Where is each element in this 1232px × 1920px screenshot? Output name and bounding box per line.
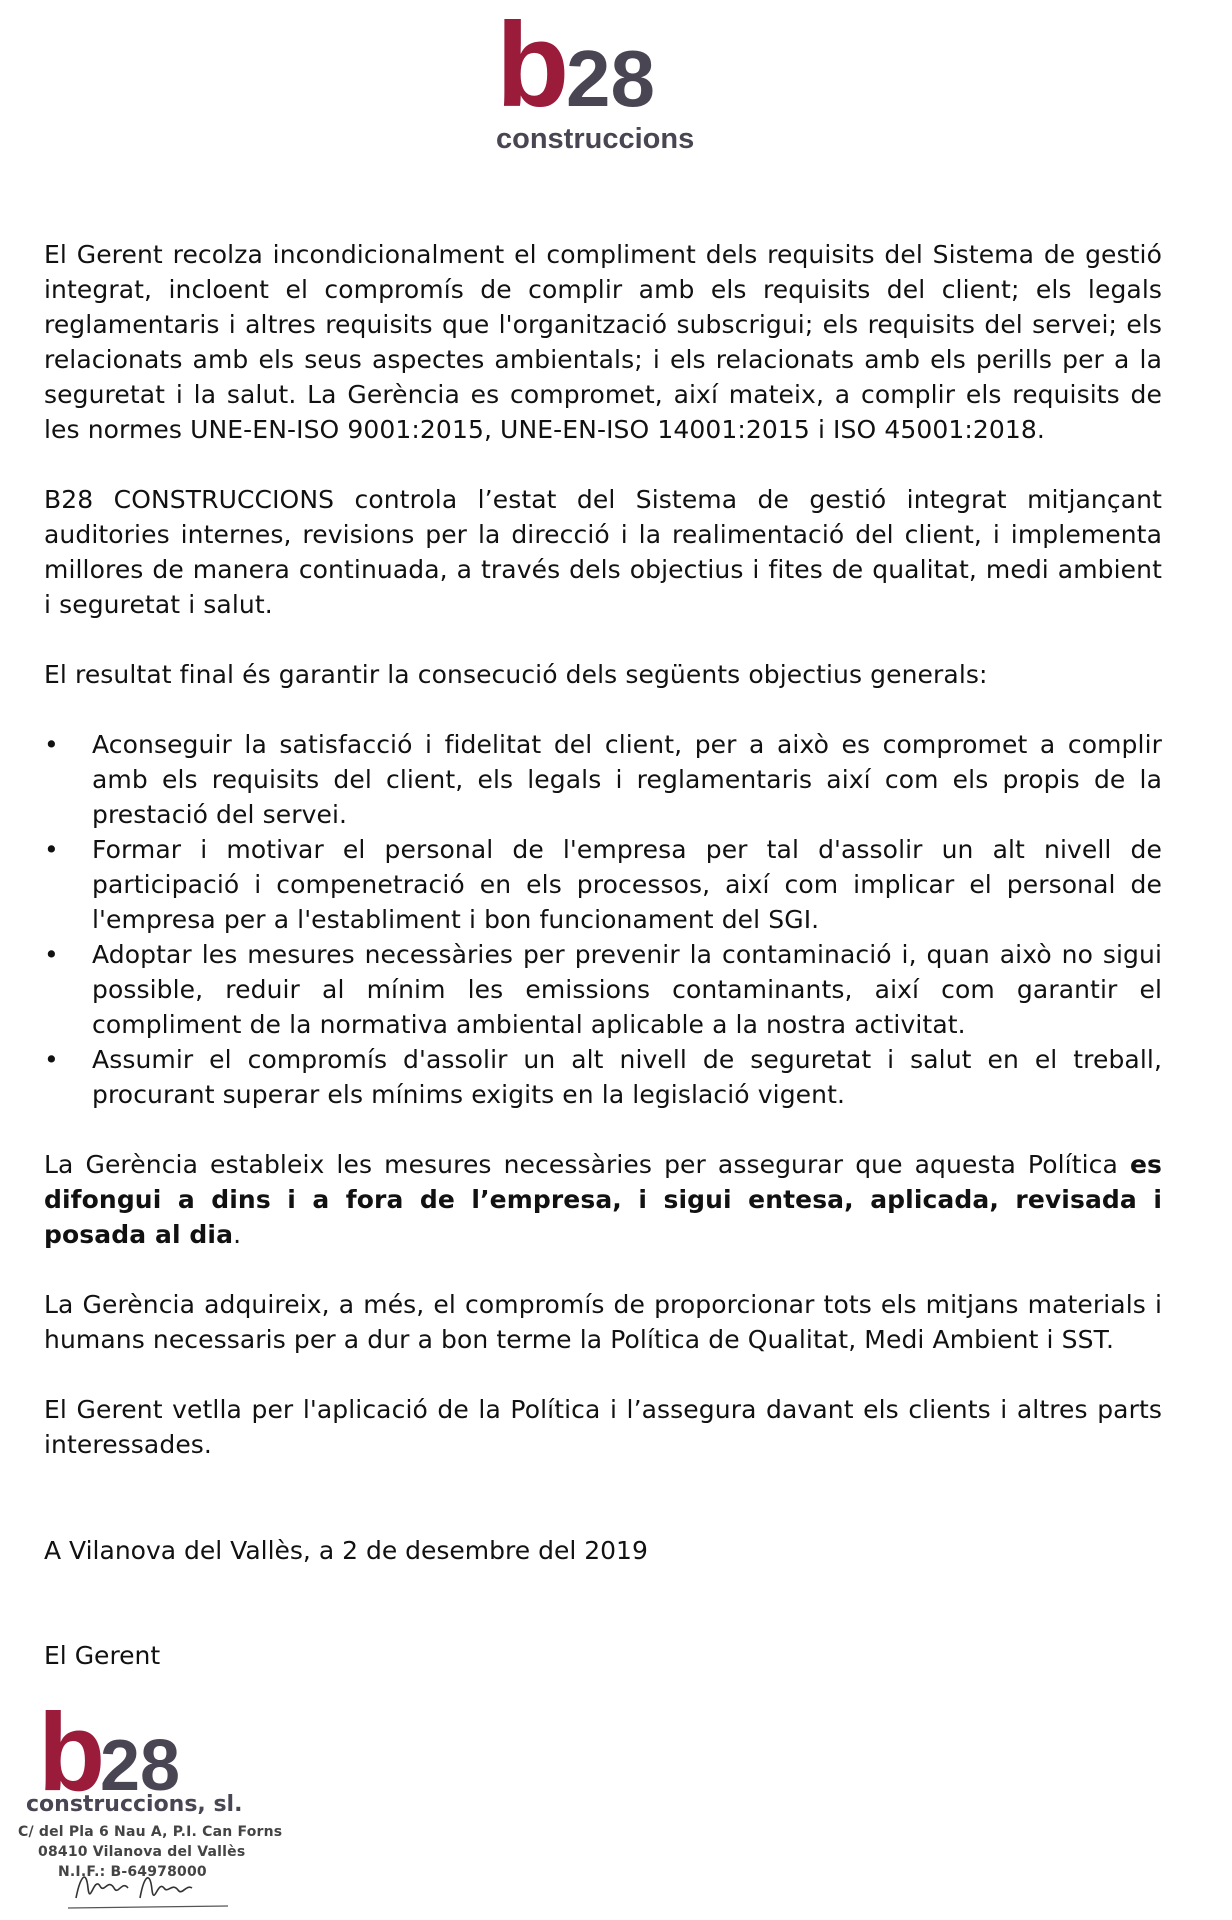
bullet-icon: • — [44, 1045, 59, 1074]
list-item: • Assumir el compromís d'assolir un alt nivell de seguretat i salut en el treball, procurant superar els mínims exigits en la legislació vigent. — [44, 1042, 1162, 1112]
logo-digits: 28 — [566, 34, 655, 123]
policy-body — [44, 237, 1162, 1497]
company-stamp — [18, 1700, 283, 1920]
bullet-icon: • — [44, 835, 59, 864]
stamp-address: C/ del Pla 6 Nau A, P.I. Can Forns — [18, 1824, 283, 1840]
stamp-logo — [38, 1700, 208, 1805]
logo-b: b — [496, 8, 570, 132]
logo-word: construccions — [496, 123, 695, 155]
place-date: A Vilanova del Vallès, a 2 de desembre del 2019 — [44, 1536, 648, 1565]
paragraph-oversight: El Gerent vetlla per l'aplicació de la Política i l’assegura davant els clients i altres parts interessades. — [44, 1395, 1162, 1459]
stamp-nif: N.I.F.: B-64978000 — [58, 1864, 207, 1880]
paragraph-objectives-intro: El resultat final és garantir la consecució dels següents objectius generals: — [44, 660, 988, 689]
company-logo — [494, 8, 700, 158]
svg-text:b: b — [38, 1700, 106, 1805]
bullet-icon: • — [44, 940, 59, 969]
svg-text:28: 28 — [100, 1726, 181, 1805]
objectives-list — [44, 727, 1162, 1112]
stamp-company-name: construccions, sl. — [26, 1792, 243, 1817]
bullet-icon: • — [44, 730, 59, 759]
paragraph-control: B28 CONSTRUCCIONS controla l’estat del Sistema de gestió integrat mitjançant auditories internes, revisions per la direcció i la realimentació del client, i implementa millores de manera continuada, a través dels objectius i fites de qualitat, medi ambient i seguretat i salut. — [44, 485, 1162, 619]
list-item: • Formar i motivar el personal de l'empresa per tal d'assolir un alt nivell de participació i compenetració en els processos, així com implicar el personal de l'empresa per a l'establiment i bon funcionament del SGI. — [44, 832, 1162, 937]
handwritten-signature — [58, 1858, 238, 1918]
list-item: • Adoptar les mesures necessàries per prevenir la contaminació i, quan això no sigui possible, reduir al mínim les emissions contaminants, així com garantir el compliment de la normativa ambiental aplicable a la nostra activitat. — [44, 937, 1162, 1042]
signer-title: El Gerent — [44, 1641, 161, 1670]
stamp-city: 08410 Vilanova del Vallès — [38, 1844, 246, 1860]
list-item: • Aconseguir la satisfacció i fidelitat del client, per a això es compromet a complir amb els requisits del client, els legals i reglamentaris així com els propis de la prestació del servei. — [44, 727, 1162, 832]
paragraph-dissemination: La Gerència estableix les mesures necessàries per assegurar que aquesta Política es difongui a dins i a fora de l’empresa, i sigui entesa, aplicada, revisada i posada al dia. — [44, 1150, 1162, 1249]
paragraph-commitment: El Gerent recolza incondicionalment el compliment dels requisits del Sistema de gestió integrat, incloent el compromís de complir amb els requisits del client; els legals reglamentaris i altres requisits que l'organització subscrigui; els requisits del servei; els relacionats amb els seus aspectes ambientals; i els relacionats amb els perills per a la seguretat i la salut. La Gerència es compromet, així mateix, a complir els requisits de les normes UNE-EN-ISO 9001:2015, UNE-EN-ISO 14001:2015 i ISO 45001:2018. — [44, 240, 1162, 444]
emphasis-text: es difongui a dins i a fora de l’empresa, i sigui entesa, aplicada, revisada i posada al dia — [44, 1150, 1162, 1249]
paragraph-resources: La Gerència adquireix, a més, el compromís de proporcionar tots els mitjans materials i humans necessaris per a dur a bon terme la Política de Qualitat, Medi Ambient i SST. — [44, 1290, 1162, 1354]
